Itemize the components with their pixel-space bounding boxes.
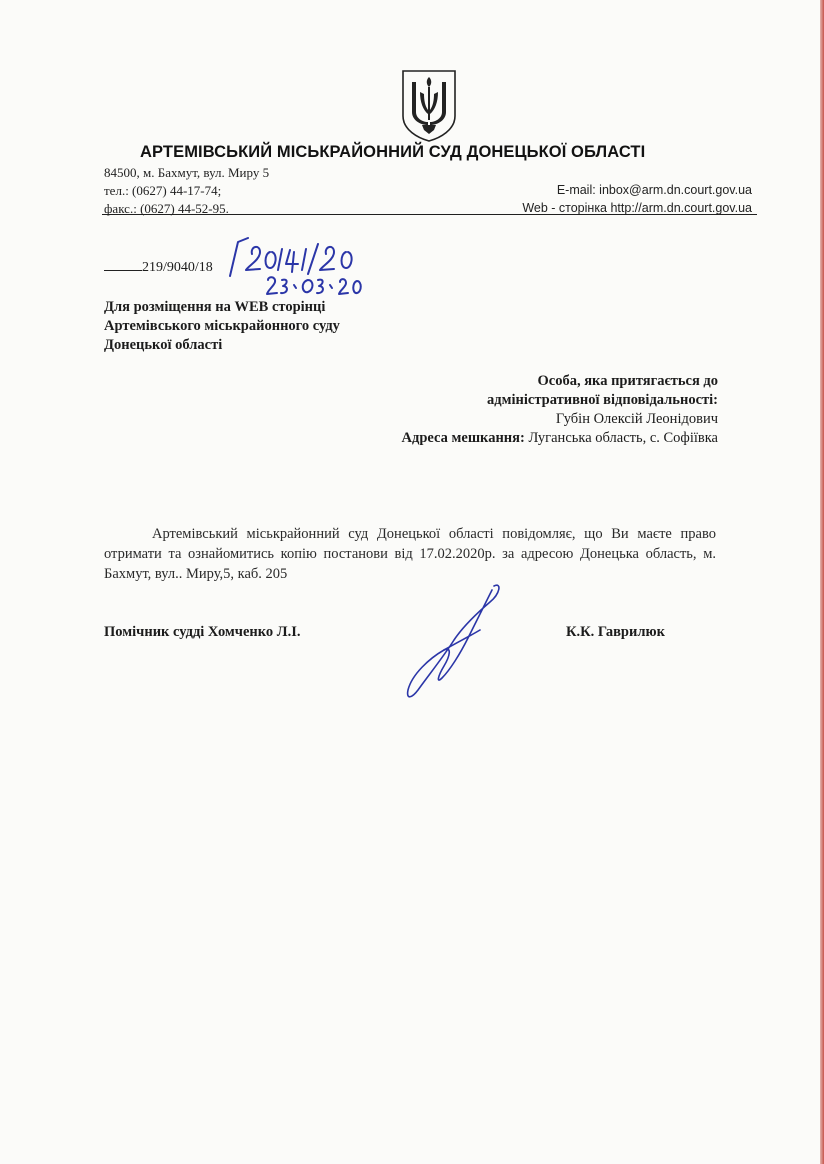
assistant-signature-label: Помічник судді Хомченко Л.І. — [104, 624, 301, 640]
number-blank — [104, 260, 142, 271]
court-address: 84500, м. Бахмут, вул. Миру 5 — [104, 165, 270, 180]
court-email: E-mail: inbox@arm.dn.court.gov.ua — [556, 183, 752, 197]
court-web: Web - сторінка http://arm.dn.court.gov.ua — [522, 201, 752, 215]
recipient-line-1: Для розміщення на WEB сторінці — [104, 299, 326, 315]
handwritten-signature — [398, 580, 508, 705]
outgoing-number-line — [104, 260, 213, 276]
addressee-address — [402, 430, 718, 447]
addressee-heading-2: адміністративної відповідальності: — [487, 392, 718, 408]
address-label: Адреса мешкання: — [401, 430, 525, 446]
addressee-name: Губін Олексій Леонідович — [555, 411, 718, 427]
outgoing-number: 219/9040/18 — [142, 260, 213, 275]
notice-body: Артемівський міськрайонний суд Донецької області повідомляє, що Ви маєте право отримати та ознайомитись копію постанови від 17.02.2020р. за адресою Донецька область, м. Бахмут, вул.. Миру,5, каб. 205 — [104, 526, 716, 582]
recipient-line-2: Артемівського міськрайонного суду — [104, 318, 340, 334]
court-phone: тел.: (0627) 44-17-74; — [104, 183, 222, 198]
handwritten-registration-stamp — [226, 232, 366, 304]
recipient-line-3: Донецької області — [104, 337, 223, 353]
court-fax: факс.: (0627) 44-52-95. — [104, 201, 229, 216]
court-title: АРТЕМІВСЬКИЙ МІСЬКРАЙОННИЙ СУД ДОНЕЦЬКОЇ ОБЛАСТІ — [140, 143, 646, 161]
header-divider — [102, 214, 757, 215]
addressee-heading-1: Особа, яка притягається до — [537, 373, 718, 389]
page-edge-stripe — [820, 0, 824, 1164]
address-value: Луганська область, с. Софіївка — [528, 430, 718, 446]
signatory-name: К.К. Гаврилюк — [566, 624, 665, 640]
trident-emblem-icon — [400, 68, 458, 142]
